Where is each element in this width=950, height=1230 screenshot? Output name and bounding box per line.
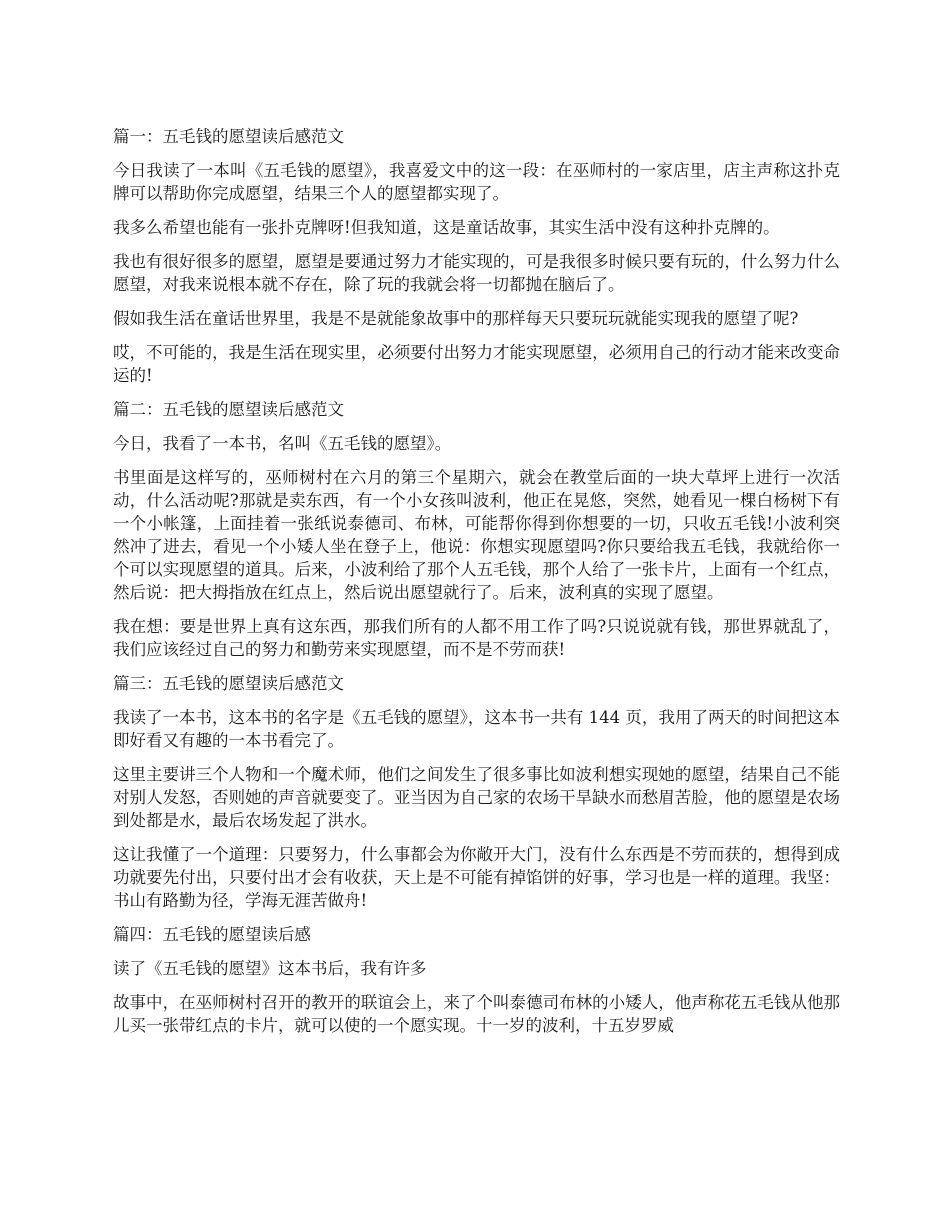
paragraph: 这让我懂了一个道理：只要努力，什么事都会为你敞开大门，没有什么东西是不劳而获的，想得到成功就要先付出，只要付出才会有收获，天上是不可能有掉馅饼的好事，学习也是一样的道理。我坚：书山有路勤为径，学海无涯苦做舟! (113, 845, 840, 910)
paragraph: 书里面是这样写的，巫师树村在六月的第三个星期六，就会在教堂后面的一块大草坪上进行一次活动，什么活动呢?那就是卖东西，有一个小女孩叫波利，他正在晃悠，突然，她看见一棵白杨树下有一个小帐篷，上面挂着一张纸说泰德司、布林，可能帮你得到你想要的一切，只收五毛钱!小波利突然冲了进去，看见一个小矮人坐在登子上，他说：你想实现愿望吗?你只要给我五毛钱，我就给你一个可以实现愿望的道具。后来，小波利给了那个人五毛钱，那个人给了一张卡片，上面有一个红点，然后说：把大拇指放在红点上，然后说出愿望就行了。后来，波利真的实现了愿望。 (113, 468, 840, 602)
paragraph: 读了《五毛钱的愿望》这本书后，我有许多 (113, 959, 427, 978)
paragraph: 哎，不可能的，我是生活在现实里，必须要付出努力才能实现愿望，必须用自己的行动才能来改变命运的! (113, 343, 840, 385)
section-title: 篇二：五毛钱的愿望读后感范文 (113, 400, 344, 419)
paragraph: 今日我读了一本叫《五毛钱的愿望》，我喜爱文中的这一段：在巫师村的一家店里，店主声称这扑克牌可以帮助你完成愿望，结果三个人的愿望都实现了。 (113, 161, 840, 203)
paragraph: 我也有很好很多的愿望，愿望是要通过努力才能实现的，可是我很多时候只要有玩的，什么努力什么愿望，对我来说根本就不存在，除了玩的我就会将一切都抛在脑后了。 (113, 252, 840, 294)
document-page (113, 125, 840, 1048)
paragraph: 今日，我看了一本书，名叫《五毛钱的愿望》。 (113, 434, 452, 453)
section-title: 篇一：五毛钱的愿望读后感范文 (113, 127, 344, 146)
paragraph: 我多么希望也能有一张扑克牌呀!但我知道，这是童话故事，其实生活中没有这种扑克牌的。 (113, 218, 780, 237)
paragraph: 我读了一本书，这本书的名字是《五毛钱的愿望》，这本书一共有 144 页，我用了两天的时间把这本即好看又有趣的一本书看完了。 (113, 708, 840, 750)
paragraph: 假如我生活在童话世界里，我是不是就能象故事中的那样每天只要玩玩就能实现我的愿望了呢? (113, 309, 799, 328)
paragraph: 故事中，在巫师树村召开的教开的联谊会上，来了个叫泰德司布林的小矮人，他声称花五毛钱从他那儿买一张带红点的卡片，就可以使的一个愿实现。十一岁的波利，十五岁罗威 (113, 993, 840, 1035)
section-title: 篇四：五毛钱的愿望读后感 (113, 925, 311, 944)
paragraph: 这里主要讲三个人物和一个魔术师，他们之间发生了很多事比如波利想实现她的愿望，结果自己不能对别人发怒，否则她的声音就要变了。亚当因为自己家的农场干旱缺水而愁眉苦脸，他的愿望是农场到处都是水，最后农场发起了洪水。 (113, 765, 840, 830)
section-title: 篇三：五毛钱的愿望读后感范文 (113, 674, 344, 693)
paragraph: 我在想：要是世界上真有这东西，那我们所有的人都不用工作了吗?只说说就有钱，那世界就乱了，我们应该经过自己的努力和勤劳来实现愿望，而不是不劳而获! (113, 617, 840, 659)
